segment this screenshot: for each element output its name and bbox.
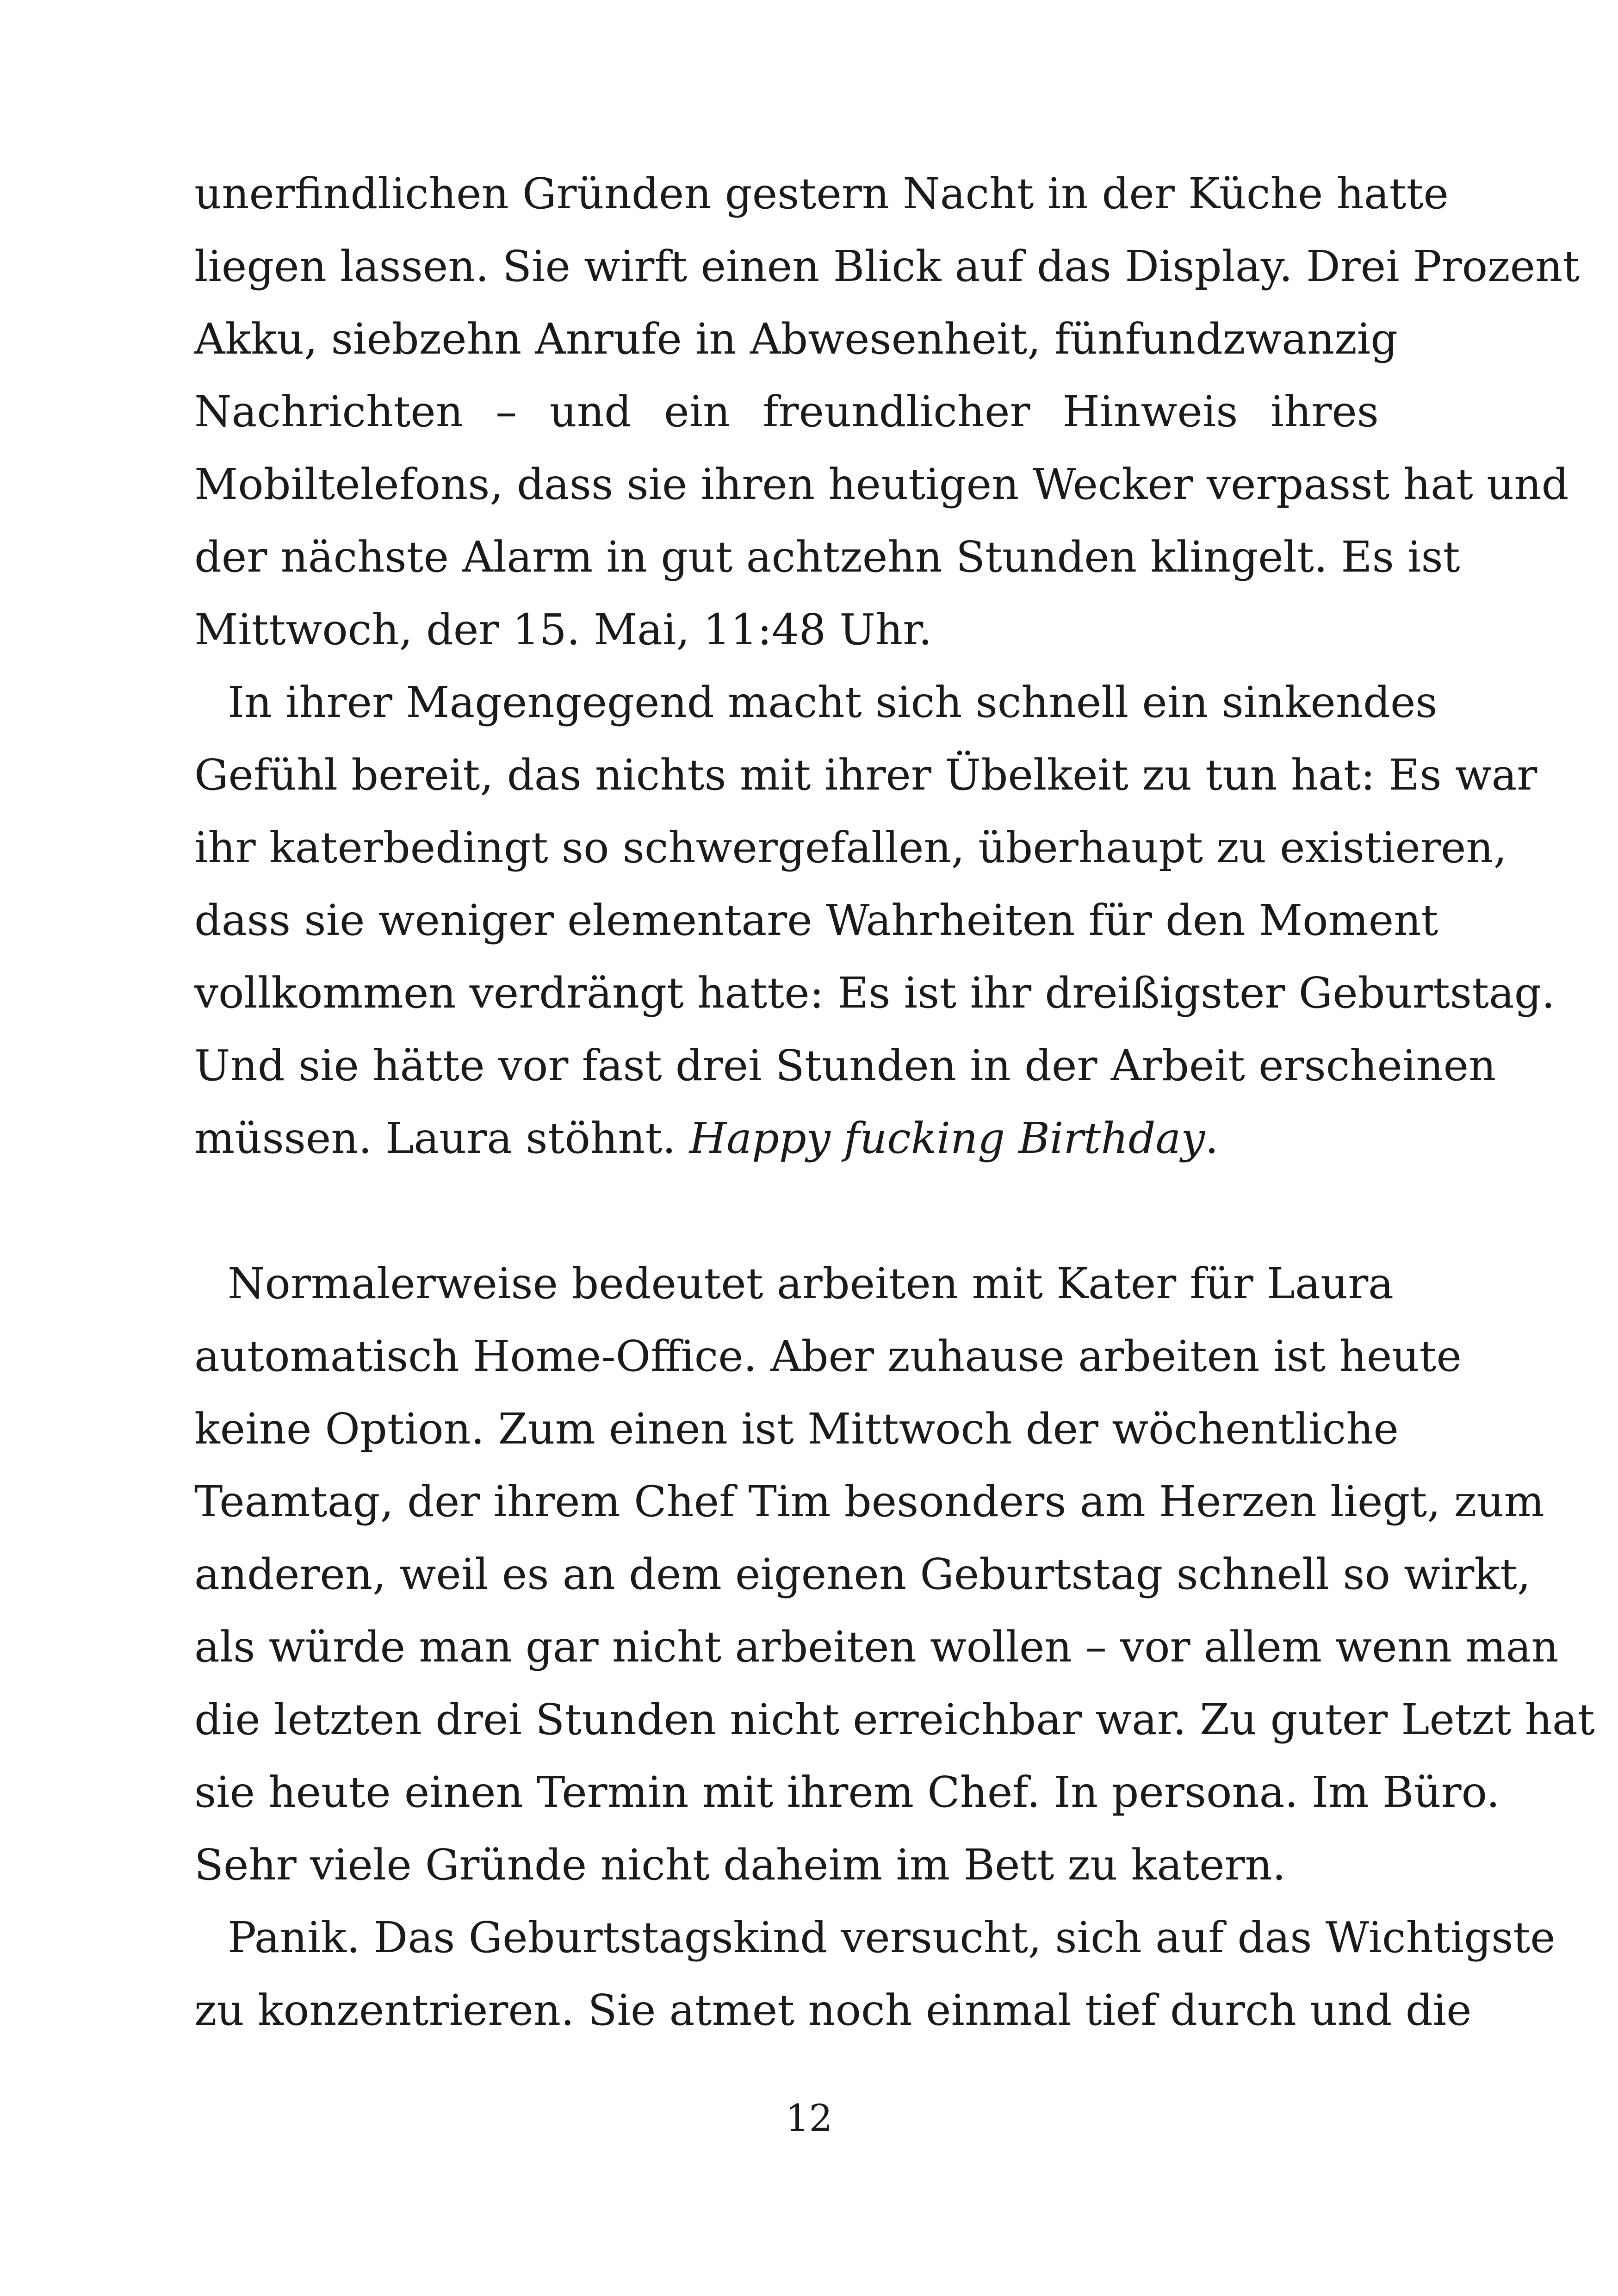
text-line — [194, 1102, 1379, 1175]
text-run: müssen. Laura stöhnt. — [194, 1114, 689, 1163]
text-line: ihr katerbedingt so schwergefallen, überhaupt zu existieren, — [194, 823, 1507, 872]
paragraph-1 — [194, 157, 1580, 666]
paragraph-4 — [194, 1901, 1556, 2047]
text-line: zu konzentrieren. Sie atmet noch einmal tief durch und die — [194, 1985, 1472, 2035]
page-number: 12 — [785, 2097, 833, 2140]
text-line: unerfindlichen Gründen gestern Nacht in der Küche hatte — [194, 169, 1449, 218]
text-line: Akku, siebzehn Anrufe in Abwesenheit, fünfundzwanzig — [194, 314, 1398, 364]
text-line: Nachrichten – und ein freundlicher Hinweis ihres — [194, 387, 1379, 436]
text-line: Sehr viele Gründe nicht daheim im Bett zu katern. — [194, 1840, 1286, 1890]
page-body — [194, 157, 1595, 2047]
text-line: als würde man gar nicht arbeiten wollen – vor allem wenn man — [194, 1622, 1559, 1672]
paragraph-3 — [194, 1247, 1595, 1901]
text-line: Panik. Das Geburtstagskind versucht, sich auf das Wichtigste — [228, 1913, 1556, 1962]
text-line: Und sie hätte vor fast drei Stunden in der Arbeit erscheinen — [194, 1041, 1496, 1090]
text-line: dass sie weniger elementare Wahrheiten für den Moment — [194, 896, 1438, 945]
text-line: liegen lassen. Sie wirft einen Blick auf das Display. Drei Prozent — [194, 242, 1580, 291]
paragraph-2 — [194, 666, 1555, 1175]
text-line: Mobiltelefons, dass sie ihren heutigen Wecker verpasst hat und — [194, 460, 1569, 509]
text-line: vollkommen verdrängt hatte: Es ist ihr dreißigster Geburtstag. — [194, 968, 1555, 1018]
text-line: keine Option. Zum einen ist Mittwoch der wöchentliche — [194, 1404, 1399, 1454]
text-line: Normalerweise bedeutet arbeiten mit Kater für Laura — [228, 1259, 1394, 1308]
text-line: In ihrer Magengegend macht sich schnell ein sinkendes — [228, 678, 1438, 727]
text-line: automatisch Home-Office. Aber zuhause arbeiten ist heute — [194, 1332, 1462, 1381]
italic-phrase: Happy fucking Birthday — [689, 1114, 1205, 1163]
text-line: Teamtag, der ihrem Chef Tim besonders am Herzen liegt, zum — [194, 1477, 1544, 1526]
text-line: der nächste Alarm in gut achtzehn Stunden klingelt. Es ist — [194, 532, 1460, 582]
text-line: anderen, weil es an dem eigenen Geburtstag schnell so wirkt, — [194, 1549, 1531, 1599]
text-line: sie heute einen Termin mit ihrem Chef. In persona. Im Büro. — [194, 1767, 1500, 1817]
text-line: Mittwoch, der 15. Mai, 11:48 Uhr. — [194, 605, 932, 654]
section-break — [194, 1175, 1379, 1247]
text-line: Gefühl bereit, das nichts mit ihrer Übelkeit zu tun hat: Es war — [194, 750, 1537, 800]
text-line: die letzten drei Stunden nicht erreichbar war. Zu guter Letzt hat — [194, 1695, 1595, 1744]
text-run: . — [1205, 1114, 1219, 1163]
